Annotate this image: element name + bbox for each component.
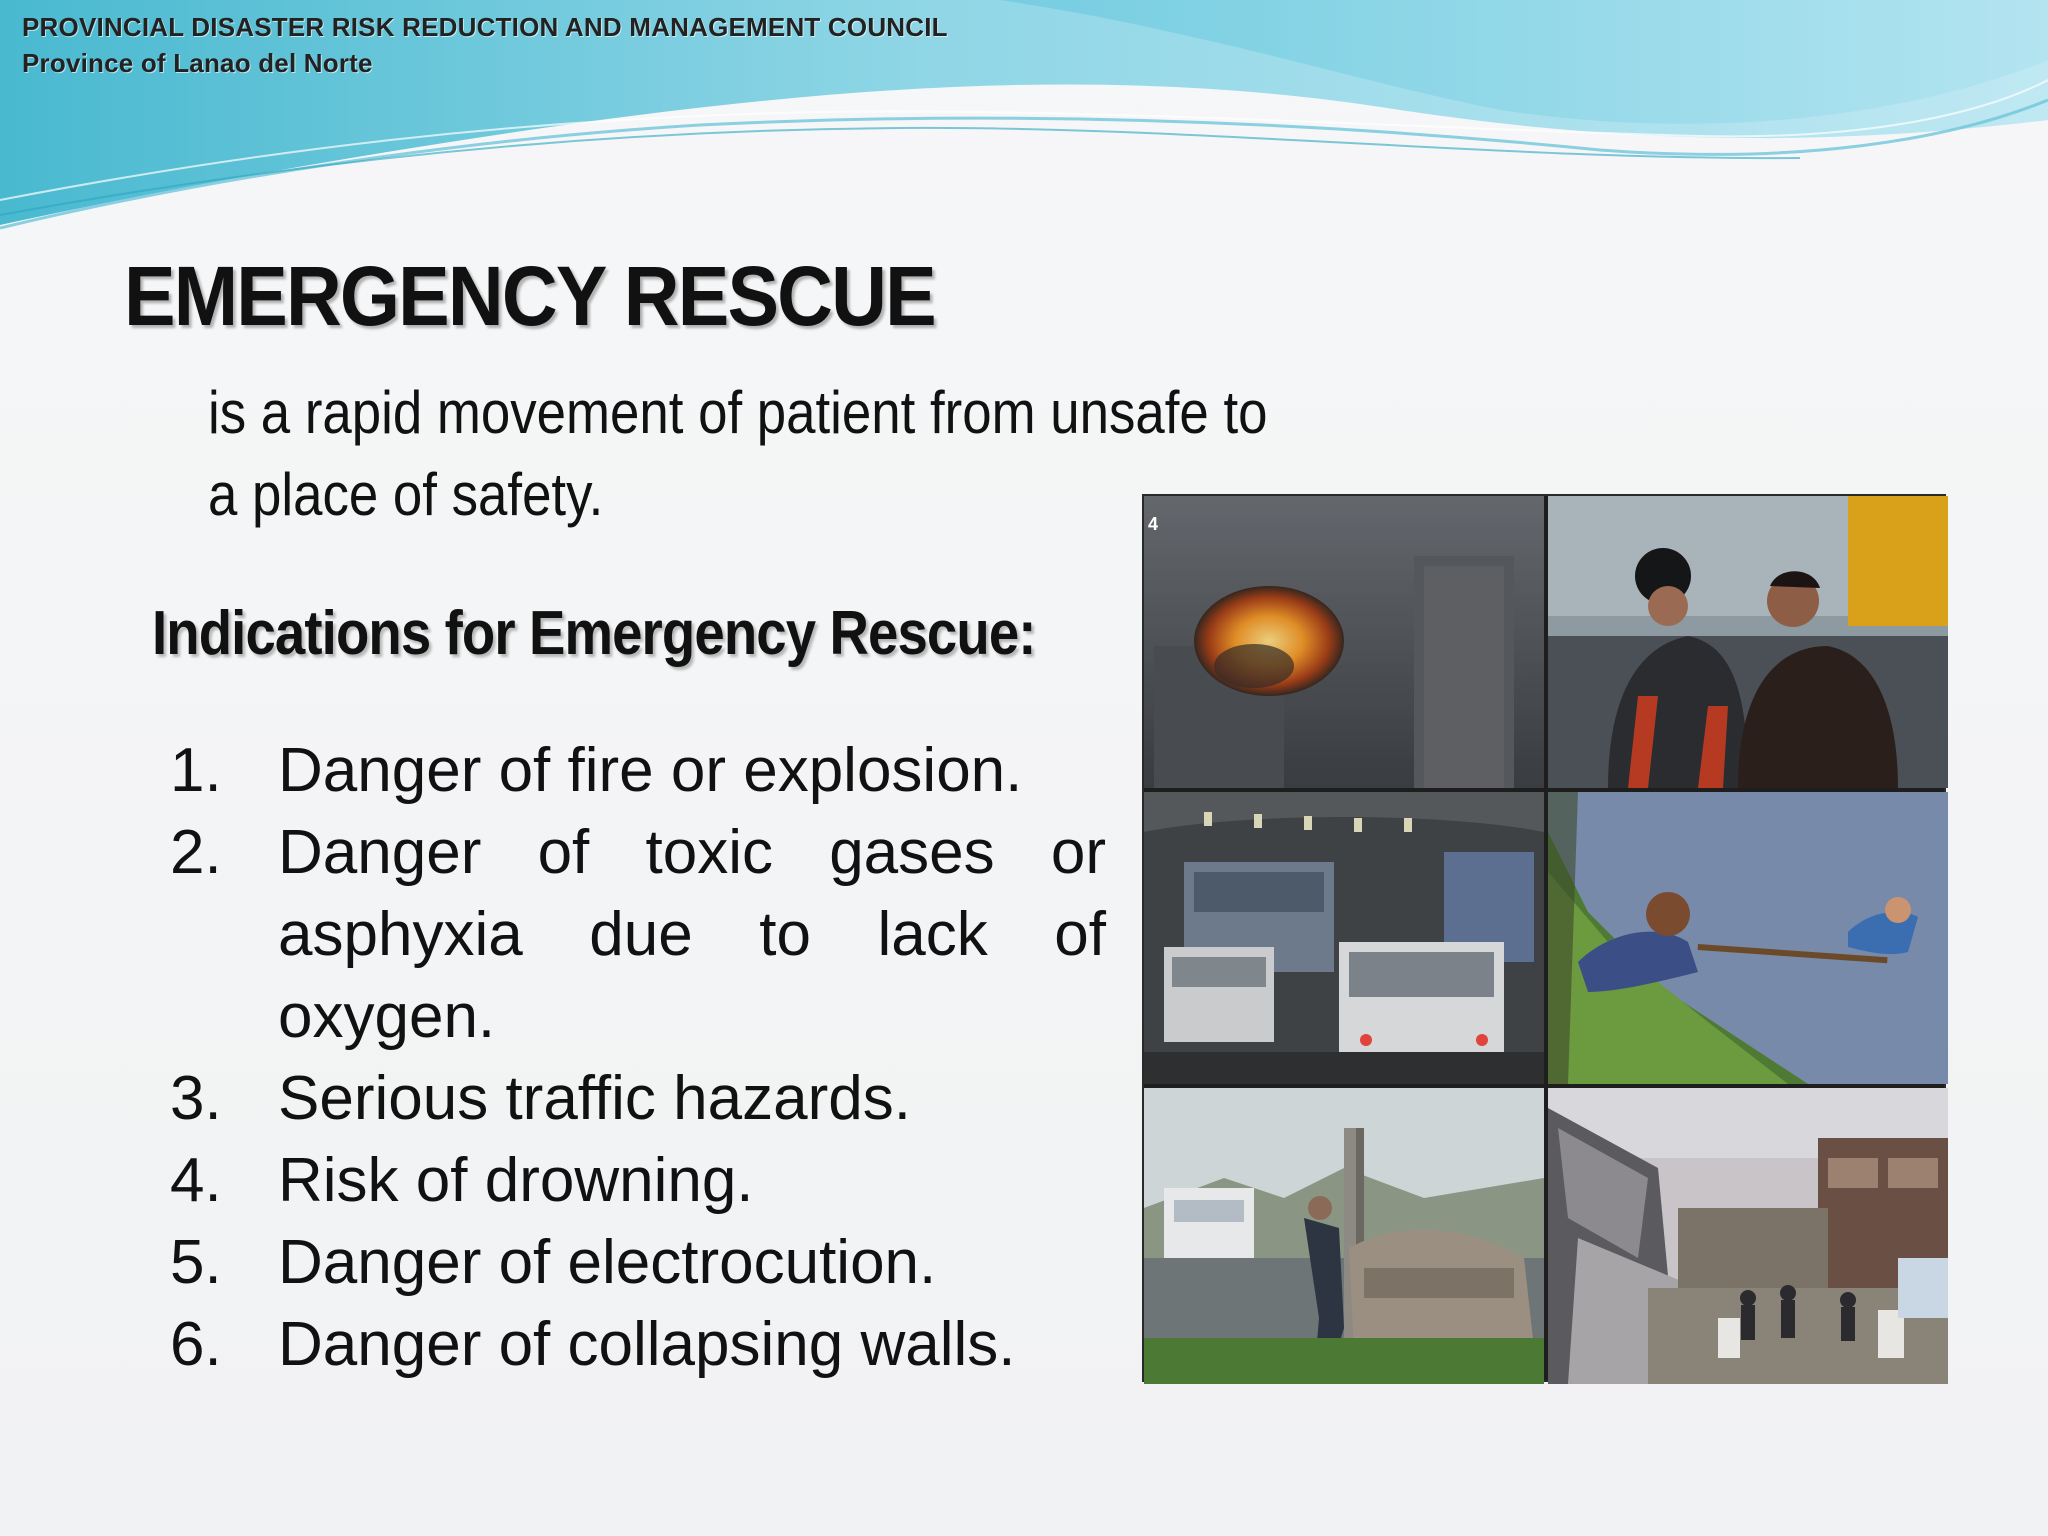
org-name: PROVINCIAL DISASTER RISK REDUCTION AND MANAGEMENT COUNCIL xyxy=(22,12,948,42)
definition-text: is a rapid movement of patient from unsafe to a place of safety. xyxy=(208,379,1268,528)
photo-tunnel-traffic xyxy=(1144,792,1544,1084)
list-number: 5. xyxy=(170,1228,222,1297)
photo-collage xyxy=(1142,494,1946,1382)
list-text: Danger of toxic gases or asphyxia due to lack of oxygen. xyxy=(278,818,1106,1051)
list-item xyxy=(170,1140,1106,1222)
list-item xyxy=(170,1222,1106,1304)
svg-text:4: 4 xyxy=(1148,514,1159,534)
photo-firefighter-oxygen-rescue xyxy=(1548,496,1948,788)
list-text: Risk of drowning. xyxy=(278,1146,754,1215)
list-text: Danger of electrocution. xyxy=(278,1228,937,1297)
photo-water-rescue xyxy=(1548,792,1948,1084)
photo-downed-power-pole xyxy=(1144,1088,1544,1384)
list-text: Danger of collapsing walls. xyxy=(278,1310,1016,1379)
list-text: Serious traffic hazards. xyxy=(278,1064,911,1133)
list-item xyxy=(170,812,1106,1058)
slide-title: EMERGENCY RESCUE xyxy=(124,249,935,343)
indications-heading: Indications for Emergency Rescue: xyxy=(152,599,1036,668)
list-item xyxy=(170,730,1106,812)
photo-building-fire-explosion xyxy=(1144,496,1544,788)
list-number: 4. xyxy=(170,1146,222,1215)
indications-list xyxy=(170,730,1106,1386)
list-number: 3. xyxy=(170,1064,222,1133)
list-item xyxy=(170,1058,1106,1140)
list-text: Danger of fire or explosion. xyxy=(278,736,1023,805)
list-number: 1. xyxy=(170,736,222,805)
province-name: Province of Lanao del Norte xyxy=(22,48,373,78)
list-number: 2. xyxy=(170,818,222,887)
photo-collapsed-buildings xyxy=(1548,1088,1948,1384)
list-number: 6. xyxy=(170,1310,222,1379)
list-item xyxy=(170,1304,1106,1386)
